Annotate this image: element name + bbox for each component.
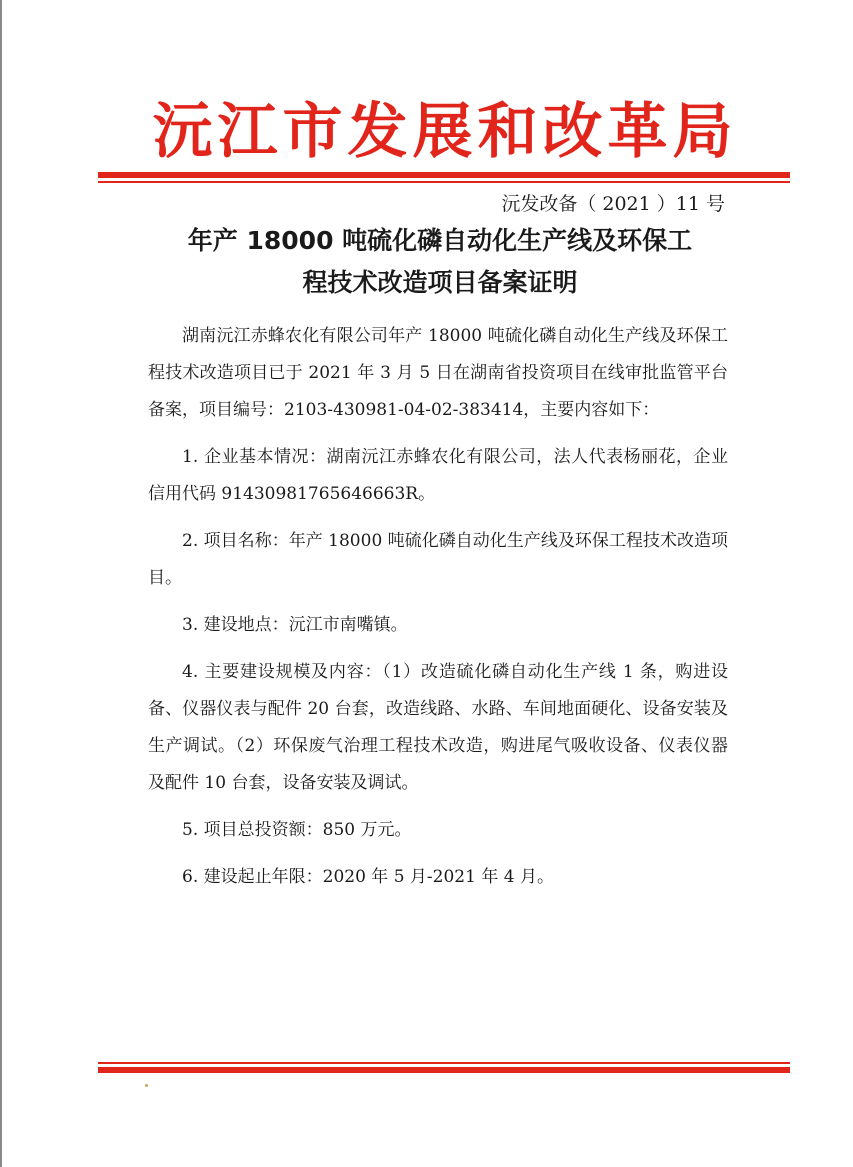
item-scope: 4. 主要建设规模及内容：（1）改造硫化磷自动化生产线 1 条，购进设备、仪器仪表与配件 20 台套，改造线路、水路、车间地面硬化、设备安装及生产调试。（2）环保废气治理工程技术改造，购进尾气吸收设备、仪表仪器及配件 10 台套，设备安装及调试。 xyxy=(148,662,728,793)
header-red-rule-thin xyxy=(98,181,790,183)
document-title-line-2: 程技术改造项目备案证明 xyxy=(302,268,578,297)
scan-left-edge xyxy=(0,0,2,1167)
footer-red-rule-thick xyxy=(98,1067,790,1073)
item-company-info: 1. 企业基本情况：湖南沅江赤蜂农化有限公司，法人代表杨丽花，企业信用代码 91430981765646663R。 xyxy=(148,447,728,504)
item-investment: 5. 项目总投资额：850 万元。 xyxy=(182,820,412,840)
footer-red-rule-thin xyxy=(98,1062,790,1064)
document-body xyxy=(148,318,728,906)
header-red-rule-thick xyxy=(98,172,790,178)
intro-paragraph: 湖南沅江赤蜂农化有限公司年产 18000 吨硫化磷自动化生产线及环保工程技术改造项目已于 2021 年 3 月 5 日在湖南省投资项目在线审批监管平台备案，项目编号：2103-430981-04-02-383414，主要内容如下： xyxy=(148,326,728,420)
issuing-office-title: 沅江市发展和改革局 xyxy=(152,97,738,167)
item-period: 6. 建设起止年限：2020 年 5 月-2021 年 4 月。 xyxy=(182,867,554,887)
document-title-line-1: 年产 18000 吨硫化磷自动化生产线及环保工 xyxy=(187,226,693,255)
scan-speck xyxy=(145,1084,148,1087)
document-number: 沅发改备（ 2021 ）11 号 xyxy=(501,193,725,215)
item-location: 3. 建设地点：沅江市南嘴镇。 xyxy=(182,615,408,635)
item-project-name: 2. 项目名称：年产 18000 吨硫化磷自动化生产线及环保工程技术改造项目。 xyxy=(148,531,728,588)
document-title xyxy=(140,220,740,304)
